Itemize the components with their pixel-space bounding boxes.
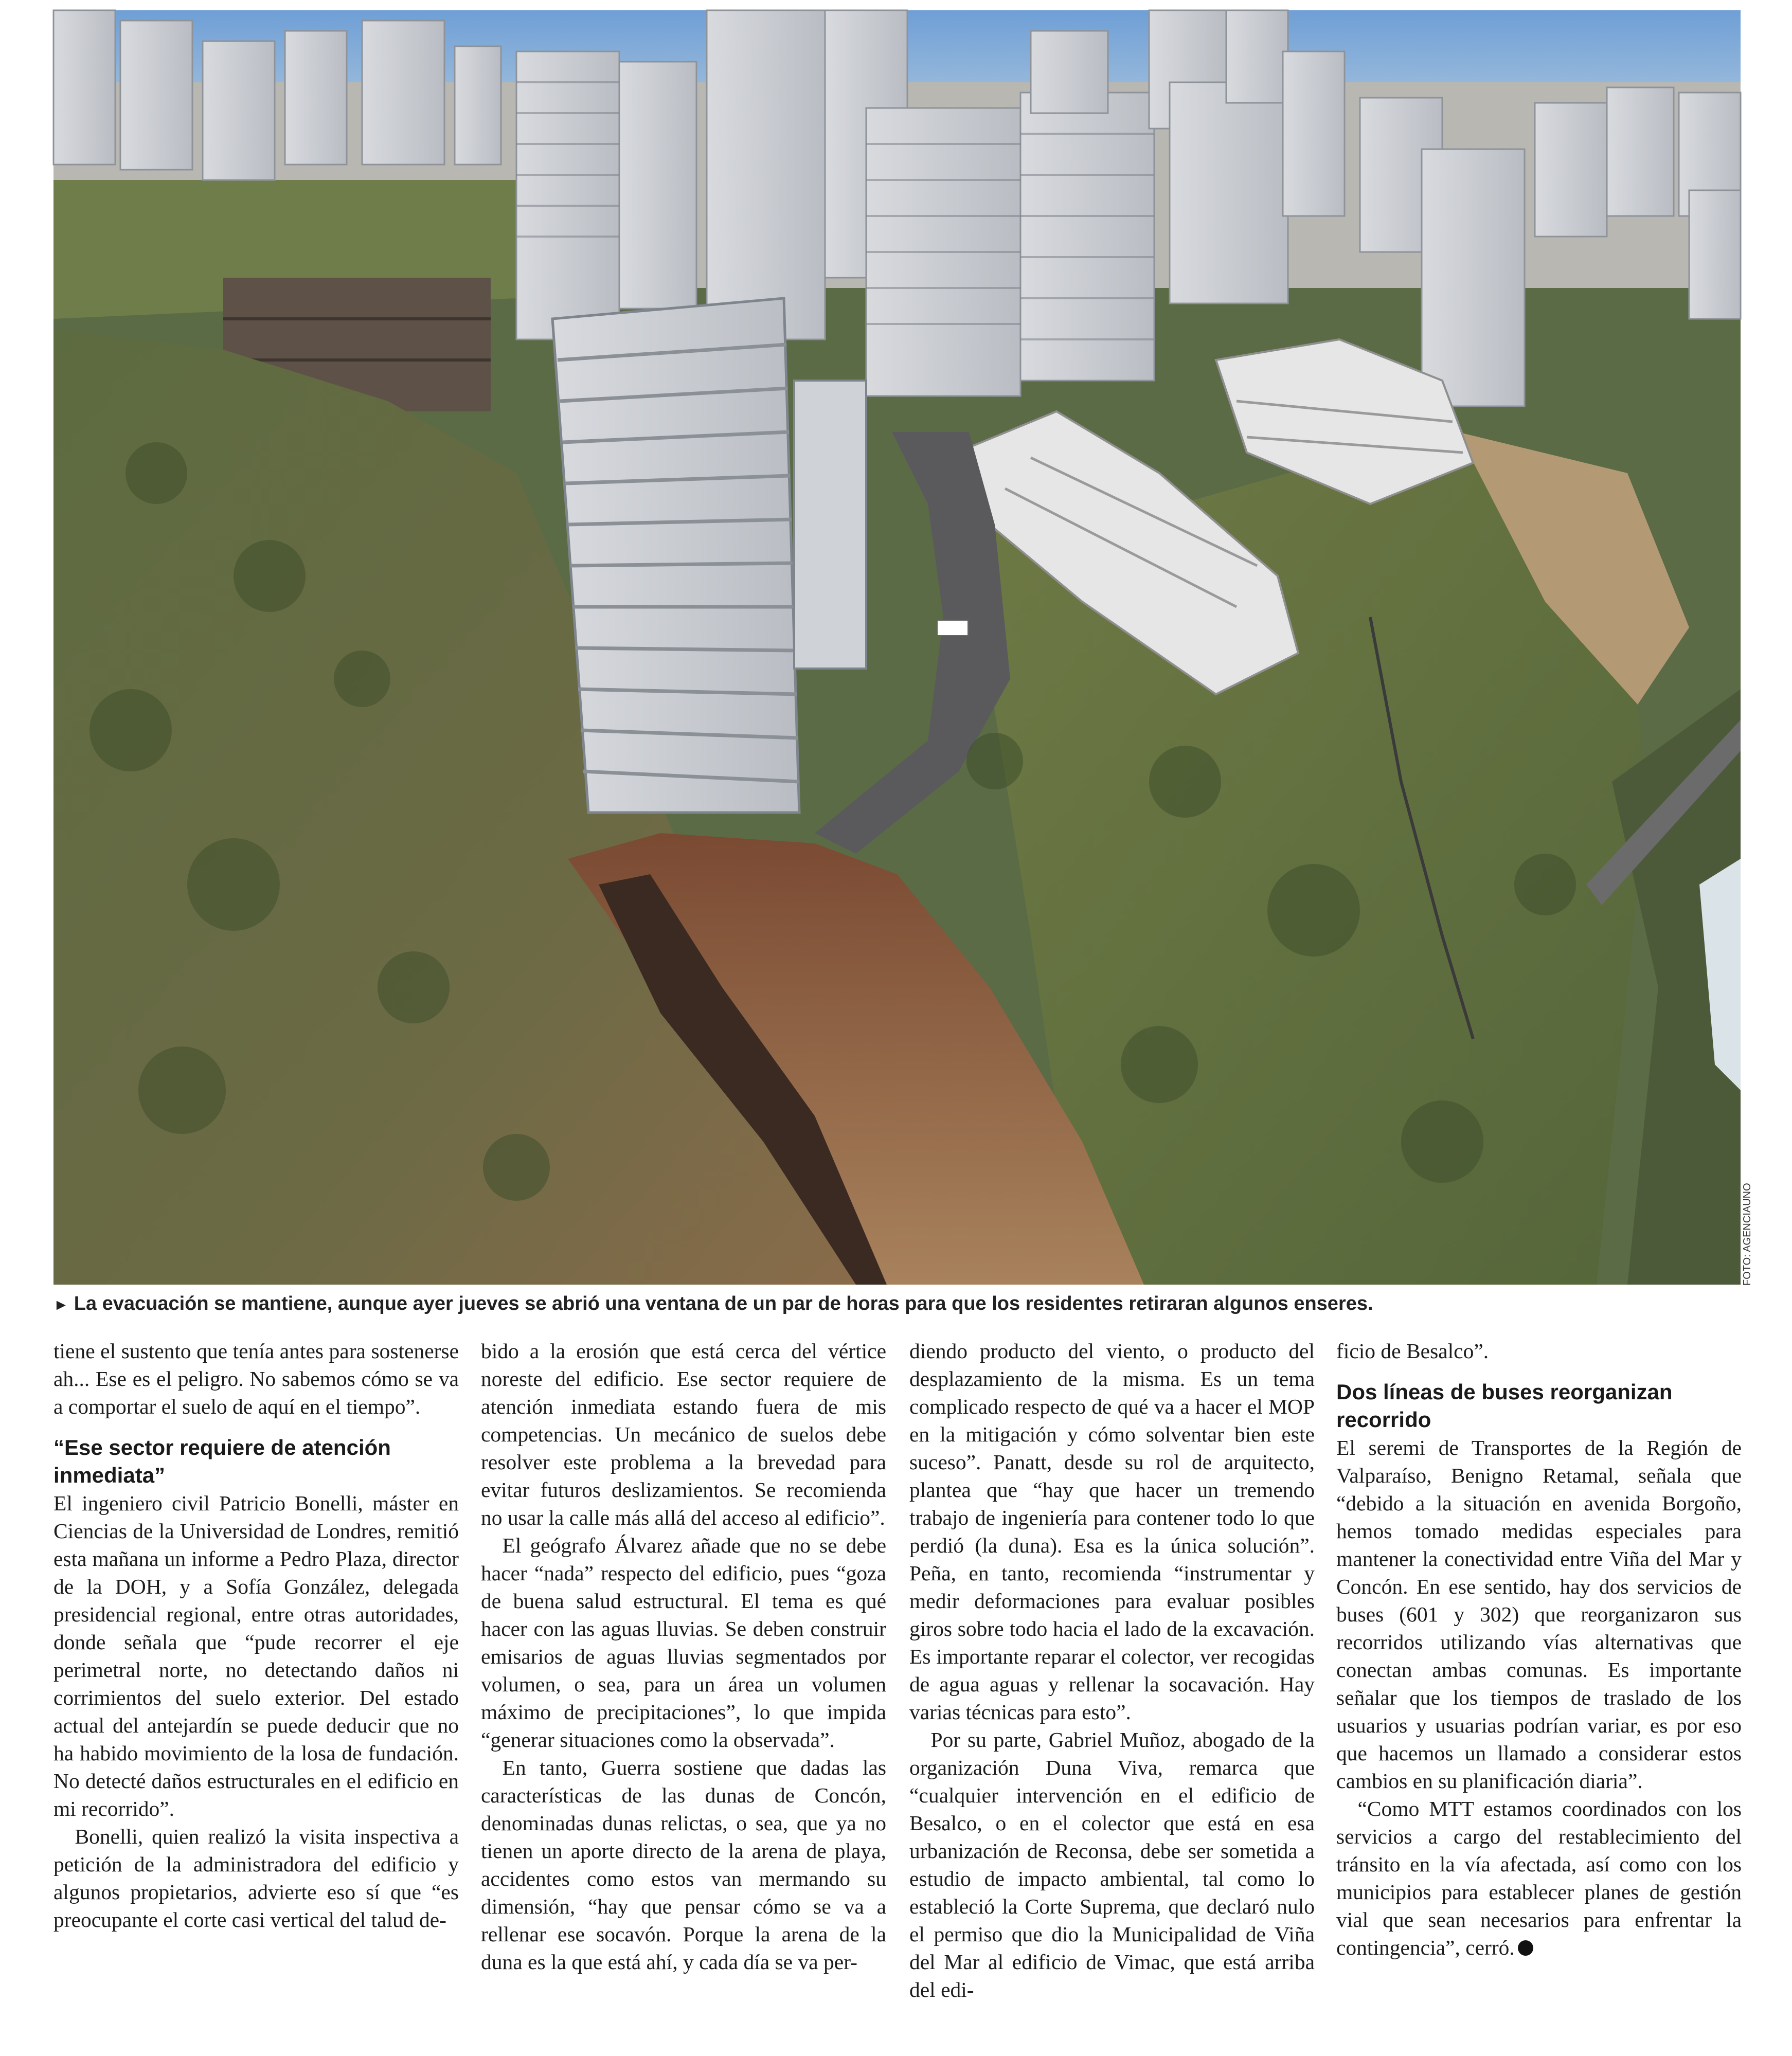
paragraph: El seremi de Transportes de la Región de Valparaíso, Benigno Retamal, señala que “debido a la situación en avenida Borgoño, hemos tomado medidas especiales para mantener la conectividad entre Viña del Mar y Concón. En ese sentido, hay dos servicios de buses (601 y 302) que reorganizaron sus recorridos utilizando vías alternativas que conectan ambas comunas. Es importante señalar que los tiempos de traslado de los usuarios y usuarias podrían variar, es por eso que hacemos un llamado a considerar estos cambios en su planificación diaria”.	[1336, 1436, 1742, 1793]
paragraph: diendo producto del viento, o producto del desplazamiento de la misma. Es un tema complicado respecto de qué va a hacer el MOP en la mitigación y cómo solventar bien este suceso”. Panatt, desde su rol de arquitecto, plantea que “hay que hacer un tremendo trabajo de ingeniería para contener todo lo que perdió (la duna). Esa es la única solución”. Peña, en tanto, recomienda “instrumentar y medir deformaciones para evaluar posibles giros sobre todo hacia el lado de la excavación. Es importante reparar el colector, ver recogidas de agua aguas y rellenar la socavación. Hay varias técnicas para esto”.	[909, 1339, 1315, 1724]
paragraph: ficio de Besalco”.	[1336, 1339, 1489, 1363]
caption-arrow-icon: ►	[53, 1296, 69, 1313]
article-column-2	[481, 1337, 886, 1985]
paragraph: tiene el sustento que tenía antes para sostenerse ah... Ese es el peligro. No sabemos cómo se va a comportar el suelo de aquí en el tiempo”.	[53, 1339, 459, 1418]
photo-caption	[53, 1288, 1741, 1319]
paragraph: bido a la erosión que está cerca del vértice noreste del edificio. Ese sector requiere de atención inmediata estando fuera de mis competencias. Un mecánico de suelos debe resolver este problema a la brevedad para evitar futuros deslizamientos. Se recomienda no usar la calle más allá del acceso al edificio”.	[481, 1339, 886, 1529]
paragraph: El geógrafo Álvarez añade que no se debe hacer “nada” respecto del edificio, pues “goza de buena salud estructural. El tema es qué hacer con las aguas lluvias. Se deben construir emisarios de aguas lluvias segmentados por volumen, o sea, para un área un volumen máximo de precipitaciones”, lo que impida “generar situaciones como la observada”.	[481, 1534, 886, 1752]
aerial-photo	[53, 10, 1741, 1285]
paragraph: En tanto, Guerra sostiene que dadas las características de las dunas de Concón, denominadas dunas relictas, o sea, que ya no tienen un aporte directo de la arena de playa, accidentes como estos van mermando su dimensión, “hay que pensar cómo se va a rellenar ese socavón. Porque la arena de la duna es la que está ahí, y cada día se va per-	[481, 1756, 886, 1974]
paragraph-final	[1336, 1795, 1742, 1961]
end-of-article-icon	[1518, 1940, 1533, 1956]
final-text: “Como MTT estamos coordinados con los servicios a cargo del restablecimiento del tránsito en la vía afectada, así como con los municipios para establecer planes de gestión vial que sean necesarios para enfrentar la contingencia”, cerró.	[1336, 1797, 1742, 1959]
aerial-photo-landslide-illustration	[53, 10, 1741, 1285]
article-column-1	[53, 1337, 459, 1985]
paragraph: Bonelli, quien realizó la visita inspectiva a petición de la administradora del edificio y algunos propietarios, advierte eso sí que “es preocupante el corte casi vertical del talud de-	[53, 1825, 459, 1932]
subheading: Dos líneas de buses reorganizan recorrido	[1336, 1380, 1673, 1432]
subheading: “Ese sector requiere de atención inmediata”	[53, 1435, 391, 1487]
caption-text: La evacuación se mantiene, aunque ayer jueves se abrió una ventana de un par de horas para que los residentes retiraran algunos enseres.	[74, 1293, 1373, 1314]
article-column-3	[909, 1337, 1315, 2001]
paragraph: El ingeniero civil Patricio Bonelli, máster en Ciencias de la Universidad de Londres, remitió esta mañana un informe a Pedro Plaza, director de la DOH, y a Sofía González, delegada presidencial regional, entre otras autoridades, donde señala que “pude recorrer el eje perimetral norte, no detectando daños ni corrimientos del suelo exterior. Del estado actual del antejardín se puede deducir que no ha habido movimiento de la losa de fundación. No detecté daños estructurales en el edificio en mi recorrido”.	[53, 1491, 459, 1820]
paragraph: Por su parte, Gabriel Muñoz, abogado de la organización Duna Viva, remarca que “cualquier intervención en el edificio de Besalco, o en el colector que está en esa urbanización de Reconsa, debe ser sometida a estudio de impacto ambiental, tal como lo estableció la Corte Suprema, que declaró nulo el permiso que dio la Municipalidad de Viña del Mar al edificio de Vimac, que está arriba del edi-	[909, 1728, 1315, 2001]
article-column-4	[1336, 1337, 1742, 1985]
photo-credit: FOTO: AGENCIAUNO	[1742, 1183, 1753, 1286]
